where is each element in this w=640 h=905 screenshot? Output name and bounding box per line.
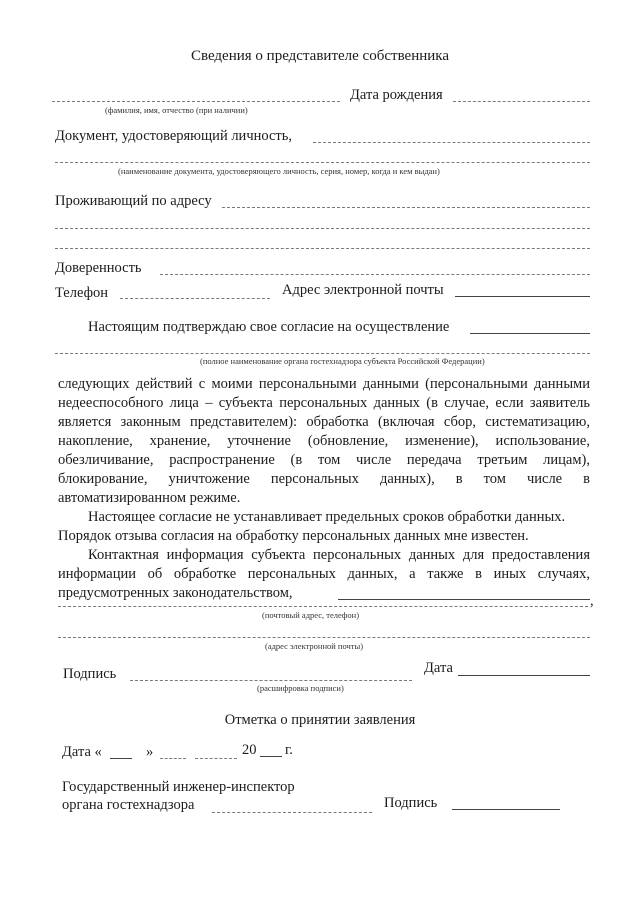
inspector-signature-label: Подпись: [384, 795, 438, 811]
contact-text-line: предусмотренных законодательством,: [58, 585, 293, 601]
term-text-line: Настоящее согласие не устанавливает предельных сроков обработки данных.: [88, 509, 566, 525]
email-contact-caption: (адрес электронной почты): [265, 641, 364, 651]
acceptance-month-field[interactable]: [160, 758, 186, 759]
proxy-field-line[interactable]: [160, 274, 590, 275]
postal-field-line[interactable]: [338, 599, 590, 600]
consent-text-line: блокирование, уничтожение персональных данных), в том числе в: [58, 471, 590, 487]
email-contact-field-line[interactable]: [58, 637, 590, 638]
inspector-signature-field-line[interactable]: [452, 809, 560, 810]
identity-document-caption: (наименование документа, удостоверяющего личность, серия, номер, когда и кем выдан): [118, 166, 440, 176]
date-label: Дата: [424, 660, 453, 676]
consent-text-line: является законным представителем): обработка (включая сбор, систематизацию,: [58, 414, 590, 430]
contact-text-line: Контактная информация субъекта персональных данных для предоставления: [88, 547, 590, 563]
identity-document-field-line-2[interactable]: [55, 162, 590, 163]
phone-field-line[interactable]: [120, 298, 270, 299]
acceptance-day-field[interactable]: [110, 758, 132, 759]
birth-date-label: Дата рождения: [350, 87, 443, 103]
email-field-line[interactable]: [455, 296, 590, 297]
acceptance-date-label: Дата «: [62, 744, 102, 760]
address-field-line-2[interactable]: [55, 228, 590, 229]
signature-field-line[interactable]: [130, 680, 412, 681]
consent-text-line: обезличивание, распространение (в том числе передача третьим лицам),: [58, 452, 590, 468]
consent-text-line: автоматизированном режиме.: [58, 490, 241, 506]
consent-org-caption: (полное наименование органа гостехнадзора субъекта Российской Федерации): [200, 356, 485, 366]
name-field-line[interactable]: [52, 101, 340, 102]
inspector-field-line[interactable]: [212, 812, 372, 813]
birth-date-field-line[interactable]: [453, 101, 590, 102]
postal-caption: (почтовый адрес, телефон): [262, 610, 360, 620]
inspector-title: Государственный инженер-инспектор: [62, 779, 295, 795]
identity-document-field-line[interactable]: [313, 142, 590, 143]
proxy-label: Доверенность: [55, 260, 142, 276]
identity-document-label: Документ, удостоверяющий личность,: [55, 128, 292, 144]
address-field-line[interactable]: [222, 207, 590, 208]
contact-text-line: информации об обработке персональных данных, а также в иных случаях,: [58, 566, 590, 582]
signature-label: Подпись: [63, 666, 117, 682]
name-caption: (фамилия, имя, отчество (при наличии): [105, 105, 248, 115]
address-label: Проживающий по адресу: [55, 193, 212, 209]
acceptance-year-suffix: г.: [285, 742, 293, 758]
consent-text-line: недееспособного лица – субъекта персональных данных (в случае, если заявитель: [58, 395, 590, 411]
consent-org-field-line-2[interactable]: [55, 353, 590, 354]
acceptance-year-field[interactable]: [260, 756, 282, 757]
inspector-organ: органа гостехнадзора: [62, 797, 195, 813]
page-title: Сведения о представителе собственника: [190, 48, 450, 64]
term-text-line: Порядок отзыва согласия на обработку персональных данных мне известен.: [58, 528, 529, 544]
address-field-line-3[interactable]: [55, 248, 590, 249]
acceptance-quote-close: »: [146, 744, 154, 760]
consent-text-line: накопление, хранение, уточнение (обновление, изменение), использование,: [58, 433, 590, 449]
acceptance-title: Отметка о принятии заявления: [224, 712, 416, 728]
acceptance-month-field-2[interactable]: [195, 758, 237, 759]
comma-mark: ,: [590, 593, 594, 609]
consent-text-line: следующих действий с моими персональными данными (персональными данными: [58, 376, 590, 392]
date-field-line[interactable]: [458, 675, 590, 676]
email-label: Адрес электронной почты: [282, 282, 444, 298]
acceptance-year-prefix: 20: [242, 742, 257, 758]
phone-label: Телефон: [55, 285, 108, 301]
consent-intro: Настоящим подтверждаю свое согласие на осуществление: [88, 319, 450, 335]
signature-caption: (расшифровка подписи): [257, 683, 344, 693]
consent-org-field-line[interactable]: [470, 333, 590, 334]
postal-field-line-2[interactable]: [58, 606, 588, 607]
